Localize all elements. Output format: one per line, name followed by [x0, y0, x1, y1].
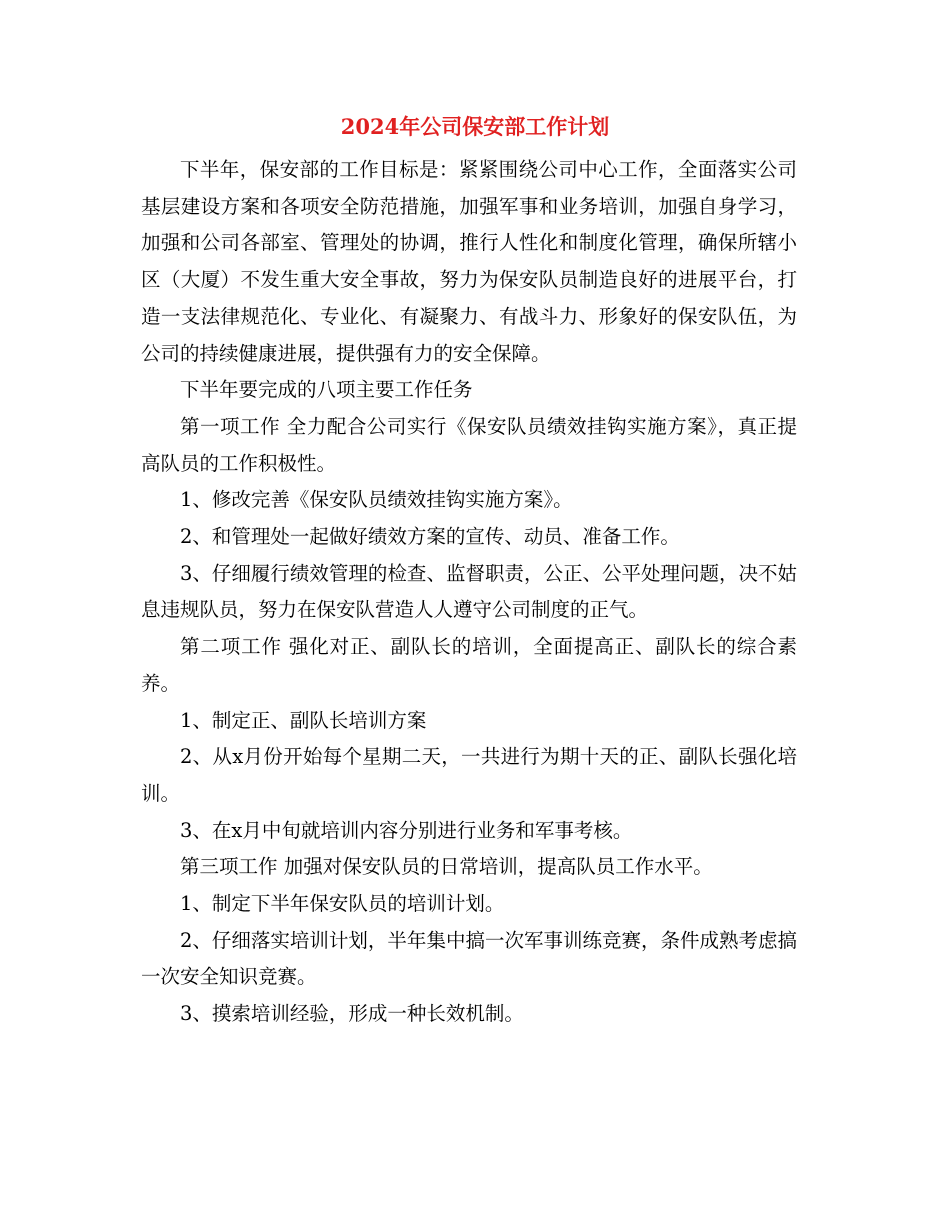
paragraph: 1、修改完善《保安队员绩效挂钩实施方案》。 [180, 488, 573, 512]
paragraph: 第二项工作 强化对正、副队长的培训，全面提高正、副队长的综合素养。 [141, 635, 797, 695]
paragraph: 3、摸索培训经验，形成一种长效机制。 [180, 1002, 524, 1026]
paragraph: 第一项工作 全力配合公司实行《保安队员绩效挂钩实施方案》，真正提高队员的工作积极性。 [141, 414, 797, 475]
paragraph: 下半年要完成的八项主要工作任务 [180, 378, 473, 402]
document-title: 2024年公司保安部工作计划 [340, 114, 610, 139]
paragraph: 1、制定正、副队长培训方案 [180, 708, 427, 732]
paragraph: 2、从x月份开始每个星期二天，一共进行为期十天的正、副队长强化培训。 [141, 745, 797, 805]
paragraph: 3、仔细履行绩效管理的检查、监督职责，公正、公平处理问题，决不姑息违规队员，努力在保安队营造人人遵守公司制度的正气。 [141, 561, 797, 622]
document-body [141, 152, 797, 1033]
paragraph: 2、仔细落实培训计划，半年集中搞一次军事训练竞赛，条件成熟考虑搞一次安全知识竞赛。 [141, 928, 797, 989]
paragraph: 下半年，保安部的工作目标是：紧紧围绕公司中心工作，全面落实公司基层建设方案和各项安全防范措施，加强军事和业务培训，加强自身学习，加强和公司各部室、管理处的协调，推行人性化和制度化管理，确保所辖小区（大厦）不发生重大安全事故，努力为保安队员制造良好的进展平台，打造一支法律规范化、专业化、有凝聚力、有战斗力、形象好的保安队伍，为公司的持续健康进展，提供强有力的安全保障。 [141, 158, 797, 365]
paragraph: 第三项工作 加强对保安队员的日常培训，提高队员工作水平。 [180, 855, 713, 879]
paragraph: 2、和管理处一起做好绩效方案的宣传、动员、准备工作。 [180, 525, 680, 549]
paragraph: 1、制定下半年保安队员的培训计划。 [180, 892, 505, 916]
paragraph: 3、在x月中旬就培训内容分别进行业务和军事考核。 [180, 818, 633, 842]
